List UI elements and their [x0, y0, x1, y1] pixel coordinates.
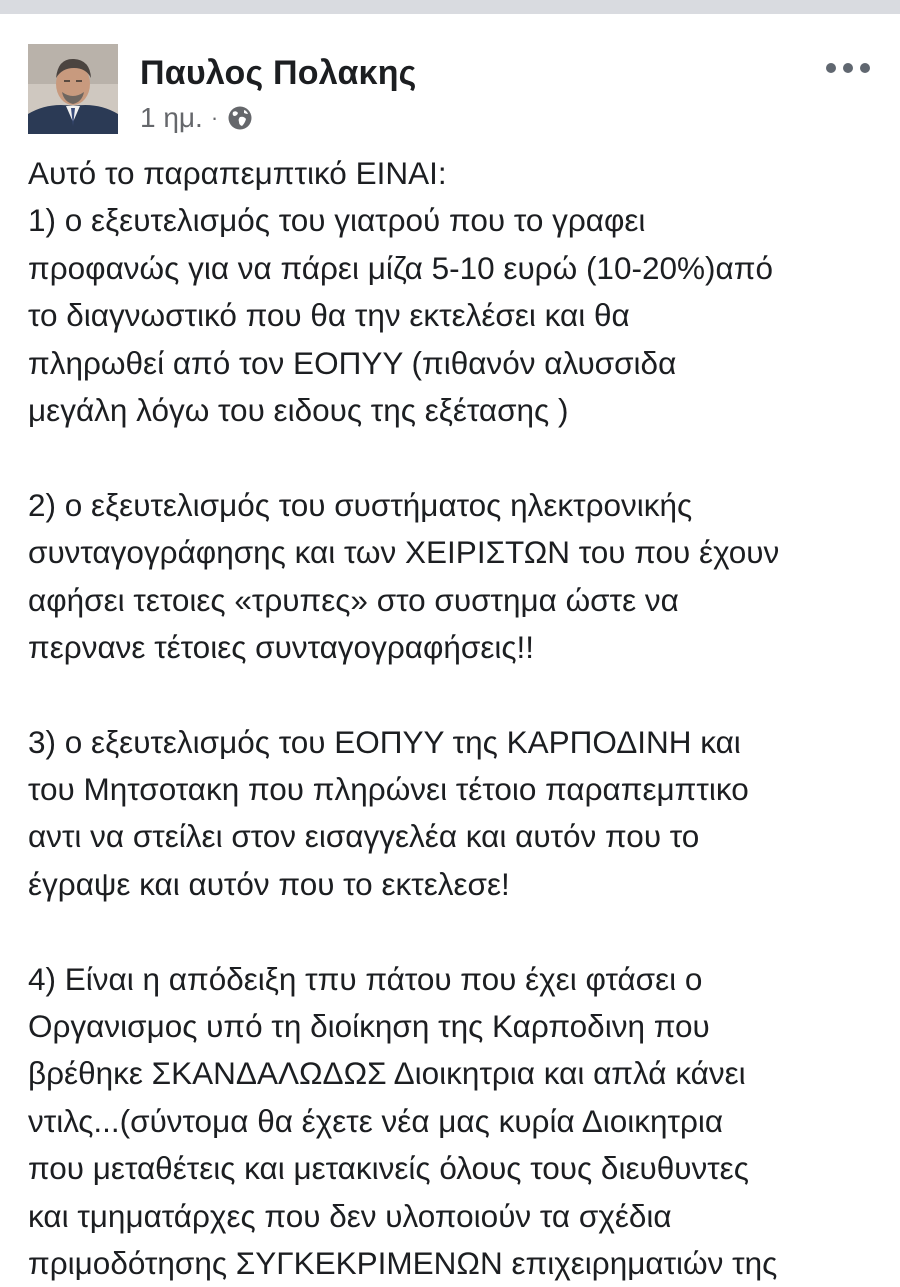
post-text-line: προφανώς για να πάρει μίζα 5-10 ευρώ (10-20%)από: [28, 249, 773, 286]
post-text-line: αφήσει τετοιες «τρυπες» στο συστημα ώστε να: [28, 581, 679, 618]
post-text-line: 4) Είναι η απόδειξη τπυ πάτου που έχει φτάσει ο: [28, 960, 703, 997]
post-text-line: μεγάλη λόγω του ειδους της εξέτασης ): [28, 391, 569, 428]
post-text-line: συνταγογράφησης και των ΧΕΙΡΙΣΤΩΝ του που έχουν: [28, 534, 780, 571]
post-text-line: 2) ο εξευτελισμός του συστήματος ηλεκτρονικής: [28, 486, 693, 523]
globe-icon[interactable]: [227, 105, 253, 131]
post-text-line: αντι να στείλει στον εισαγγελέα και αυτόν που το: [28, 818, 700, 855]
author-avatar[interactable]: [28, 44, 118, 134]
more-dot: [860, 63, 870, 73]
post-text-line: Αυτό το παραπεμπτικό ΕΙΝΑΙ:: [28, 155, 447, 191]
more-dot: [826, 63, 836, 73]
meta-separator: ·: [210, 105, 219, 130]
post-text-line: πριμοδότησης ΣΥΓΚΕΚΡΙΜΕΝΩΝ επιχειρηματιών της: [28, 1244, 778, 1281]
post-text-line: το διαγνωστικό που θα την εκτελέσει και θα: [28, 297, 630, 334]
post-text-line: βρέθηκε ΣΚΑΝΔΑΛΩΔΩΣ Διοικητρια και απλά κάνει: [28, 1055, 746, 1092]
post-text-line: του Μητσοτακη που πληρώνει τέτοιο παραπεμπτικο: [28, 771, 749, 808]
paragraph-gap: [28, 434, 888, 481]
post-text-line: πληρωθεί από τον ΕΟΠΥΥ (πιθανόν αλυσσιδα: [28, 344, 677, 381]
post-timestamp[interactable]: 1 ημ.: [140, 102, 203, 133]
post-text-line: 3) ο εξευτελισμός του ΕΟΠΥΥ της ΚΑΡΠΟΔΙΝΗ και: [28, 723, 741, 760]
post-text-line: περνανε τέτοιες συνταγογραφήσεις!!: [28, 628, 535, 665]
post-meta: [140, 102, 253, 134]
post-text-line: έγραψε και αυτόν που το εκτελεσε!: [28, 865, 510, 902]
author-name[interactable]: Παυλος Πολακης: [140, 54, 417, 92]
top-divider: [0, 0, 900, 14]
facebook-post: [0, 14, 900, 1281]
post-text-line: που μεταθέτεις και μετακινείς όλους τους διευθυντες: [28, 1150, 749, 1187]
more-options-button[interactable]: [826, 54, 870, 82]
more-dot: [843, 63, 853, 73]
post-text-line: 1) ο εξευτελισμός του γιατρού που το γραφει: [28, 202, 646, 239]
paragraph-gap: [28, 908, 888, 955]
paragraph-gap: [28, 671, 888, 718]
post-text-line: ντιλς...(σύντομα θα έχετε νέα μας κυρία Διοικητρια: [28, 1102, 724, 1139]
post-text-line: Οργανισμος υπό τη διοίκηση της Καρποδινη που: [28, 1008, 710, 1045]
post-text-line: και τμηματάρχες που δεν υλοποιούν τα σχέδια: [28, 1197, 672, 1234]
post-body: [28, 150, 888, 1287]
